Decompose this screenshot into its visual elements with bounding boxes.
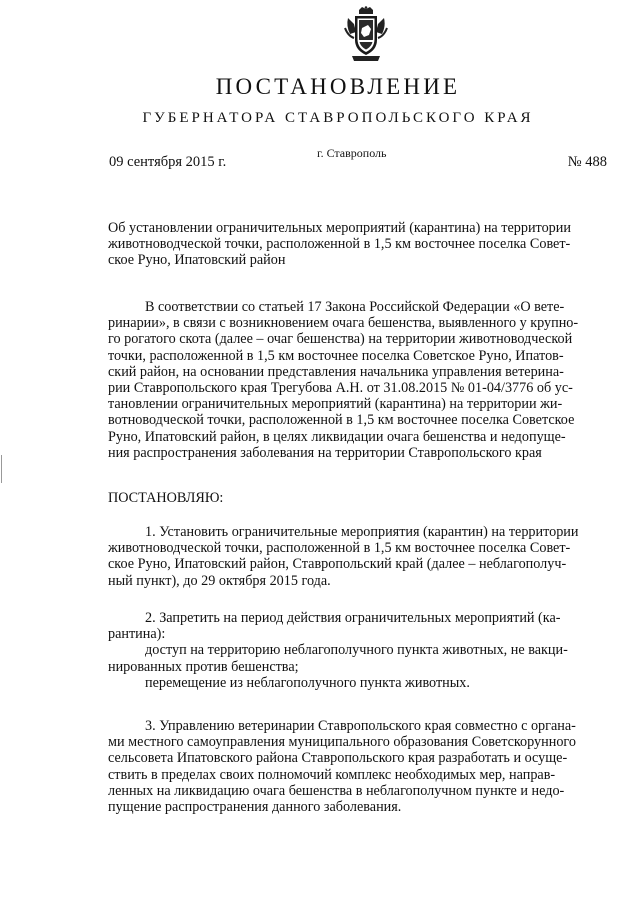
clause-1 <box>108 524 608 589</box>
clause-line: сельсовета Ипатовского района Ставропольского края разработать и осуще- <box>108 750 568 767</box>
preamble-line: вотноводческой точки, расположенной в 1,5 км восточнее поселка Советское <box>108 412 575 429</box>
coat-of-arms-icon <box>342 6 390 62</box>
clause-line: ми местного самоуправления муниципального образования Советскорунного <box>108 734 576 751</box>
clause-line: ленных на ликвидацию очага бешенства в неблагополучном пункте и недо- <box>108 782 565 799</box>
preamble-line: тановлении ограничительных мероприятий (карантина) на территории жи- <box>108 396 563 413</box>
clause-line: ный пункт), до 29 октября 2015 года. <box>108 572 331 589</box>
clause-3 <box>108 718 608 815</box>
subject-line: животноводческой точки, расположенной в 1,5 км восточнее поселка Совет- <box>108 236 571 253</box>
preamble-line: ринарии», в связи с возникновением очага бешенства, выявленного у крупно- <box>108 315 579 332</box>
preamble-line: ния распространения заболевания на территории Ставропольского края <box>108 444 542 461</box>
preamble-line: В соответствии со статьей 17 Закона Российской Федерации «О вете- <box>145 299 565 315</box>
decree-heading: ПОСТАНОВЛЯЮ: <box>108 490 224 506</box>
preamble-line: рии Ставропольского края Трегубова А.Н. от 31.08.2015 № 01-04/3776 об ус- <box>108 380 573 397</box>
preamble-line: Руно, Ипатовский район, в целях ликвидации очага бешенства и недопуще- <box>108 428 566 445</box>
clause-line: животноводческой точки, расположенной в 1,5 км восточнее поселка Совет- <box>108 540 571 557</box>
clause-line: доступ на территорию неблагополучного пункта животных, не вакци- <box>145 642 568 659</box>
document-number: № 488 <box>567 154 607 170</box>
clause-line: пущение распространения данного заболевания. <box>108 799 402 816</box>
scan-edge-mark <box>1 455 2 483</box>
clause-line: 1. Установить ограничительные мероприятия (карантин) на территории <box>145 524 579 540</box>
clause-line: нированных против бешенства; <box>108 658 299 675</box>
document-title: ПОСТАНОВЛЕНИЕ <box>215 74 461 99</box>
clause-line: ствить в пределах своих полномочий комплекс необходимых мер, направ- <box>108 766 556 783</box>
document-issuer: ГУБЕРНАТОРА СТАВРОПОЛЬСКОГО КРАЯ <box>142 110 534 126</box>
clause-2 <box>108 610 608 691</box>
preamble-line: точки, расположенной в 1,5 км восточнее поселка Советское Руно, Ипатов- <box>108 347 564 364</box>
clause-line: 3. Управлению ветеринарии Ставропольского края совместно с органа- <box>145 718 576 734</box>
clause-line: 2. Запретить на период действия ограничительных мероприятий (ка- <box>145 610 561 626</box>
preamble-line: ский район, на основании представления начальника управления ветерина- <box>108 363 564 380</box>
preamble-paragraph <box>108 299 608 461</box>
subject-line: Об установлении ограничительных мероприятий (карантина) на территории <box>108 220 571 236</box>
document-subject <box>108 220 608 269</box>
clause-line: перемещение из неблагополучного пункта животных. <box>145 674 470 691</box>
preamble-line: го рогатого скота (далее – очаг бешенства) на территории животноводческой <box>108 331 573 348</box>
clause-line: ское Руно, Ипатовский район, Ставропольский край (далее – неблагополуч- <box>108 556 567 573</box>
subject-line: ское Руно, Ипатовский район <box>108 252 286 269</box>
document-city: г. Ставрополь <box>317 146 387 160</box>
document-date: 09 сентября 2015 г. <box>109 154 227 170</box>
clause-line: рантина): <box>108 626 166 643</box>
